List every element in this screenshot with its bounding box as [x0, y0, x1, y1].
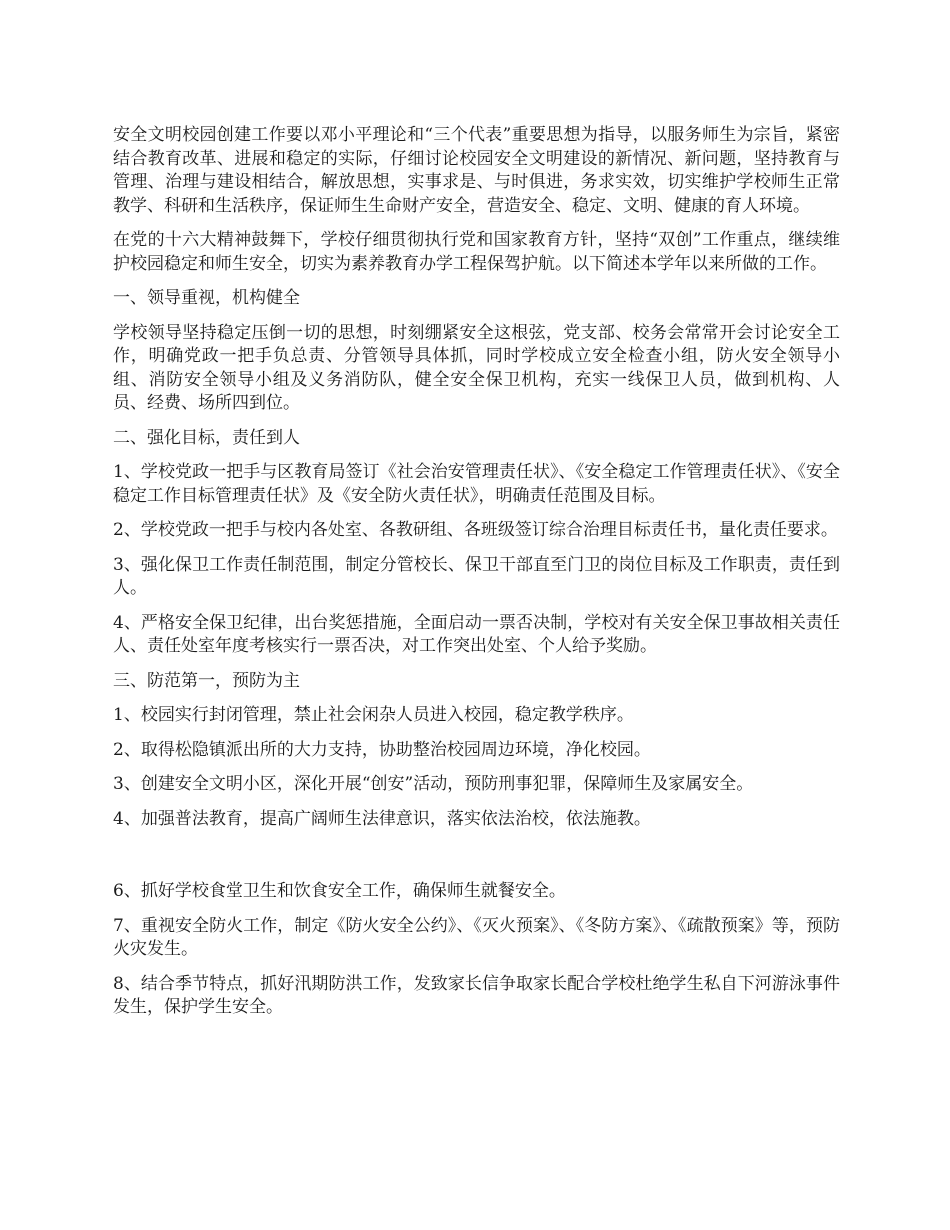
- blank-gap: [113, 842, 840, 880]
- section-heading-prevention: 三、防范第一，预防为主: [113, 670, 300, 691]
- prevention-item-2: 2、取得松隐镇派出所的大力支持，协助整治校园周边环境，净化校园。: [113, 739, 651, 760]
- intro-paragraph: 安全文明校园创建工作要以邓小平理论和“三个代表”重要思想为指导，以服务师生为宗旨，紧密结合教育改革、进展和稳定的实际，仔细讨论校园安全文明建设的新情况、新问题，坚持教育与管理、治理与建设相结合，解放思想，实事求是、与时俱进，务求实效，切实维护学校师生正常教学、科研和生活秩序，保证师生生命财产安全，营造安全、稳定、文明、健康的育人环境。: [113, 125, 840, 216]
- section-heading-leadership: 一、领导重视，机构健全: [113, 288, 300, 308]
- leadership-paragraph: 学校领导坚持稳定压倒一切的思想，时刻绷紧安全这根弦，党支部、校务会常常开会讨论安全工作，明确党政一把手负总责、分管领导具体抓，同时学校成立安全检查小组，防火安全领导小组、消防安全领导小组及义务消防队，健全安全保卫机构，充实一线保卫人员，做到机构、人员、经费、场所四到位。: [113, 322, 840, 413]
- prevention-item-3: 3、创建安全文明小区，深化开展“创安”活动，预防刑事犯罪，保障师生及家属安全。: [113, 774, 754, 794]
- responsibility-item-3: 3、强化保卫工作责任制范围，制定分管校长、保卫干部直至门卫的岗位目标及工作职责，责任到人。: [113, 554, 840, 598]
- prevention-item-8: 8、结合季节特点，抓好汛期防洪工作，发致家长信争取家长配合学校杜绝学生私自下河游泳事件发生，保护学生安全。: [113, 973, 840, 1017]
- summary-paragraph: 在党的十六大精神鼓舞下，学校仔细贯彻执行党和国家教育方针，坚持“双创”工作重点，继续维护校园稳定和师生安全，切实为素养教育办学工程保驾护航。以下简述本学年以来所做的工作。: [113, 230, 840, 274]
- responsibility-item-2: 2、学校党政一把手与校内各处室、各教研组、各班级签订综合治理目标责任书，量化责任要求。: [113, 520, 838, 540]
- responsibility-item-1: 1、学校党政一把手与区教育局签订《社会治安管理责任状》、《安全稳定工作管理责任状》、《安全稳定工作目标管理责任状》及《安全防火责任状》，明确责任范围及目标。: [113, 462, 840, 506]
- prevention-item-6: 6、抓好学校食堂卫生和饮食安全工作，确保师生就餐安全。: [113, 881, 566, 901]
- prevention-item-4: 4、加强普法教育，提高广阔师生法律意识，落实依法治校，依法施教。: [113, 808, 651, 829]
- responsibility-item-4: 4、严格安全保卫纪律，出台奖惩措施，全面启动一票否决制，学校对有关安全保卫事故相关责任人、责任处室年度考核实行一票否决，对工作突出处室、个人给予奖励。: [113, 612, 840, 656]
- section-heading-responsibility: 二、强化目标，责任到人: [113, 427, 300, 448]
- document-body: [113, 124, 840, 1031]
- prevention-item-7: 7、重视安全防火工作，制定《防火安全公约》、《灭火预案》、《冬防方案》、《疏散预案》等，预防火灾发生。: [113, 915, 840, 959]
- prevention-item-1: 1、校园实行封闭管理，禁止社会闲杂人员进入校园，稳定教学秩序。: [113, 705, 634, 725]
